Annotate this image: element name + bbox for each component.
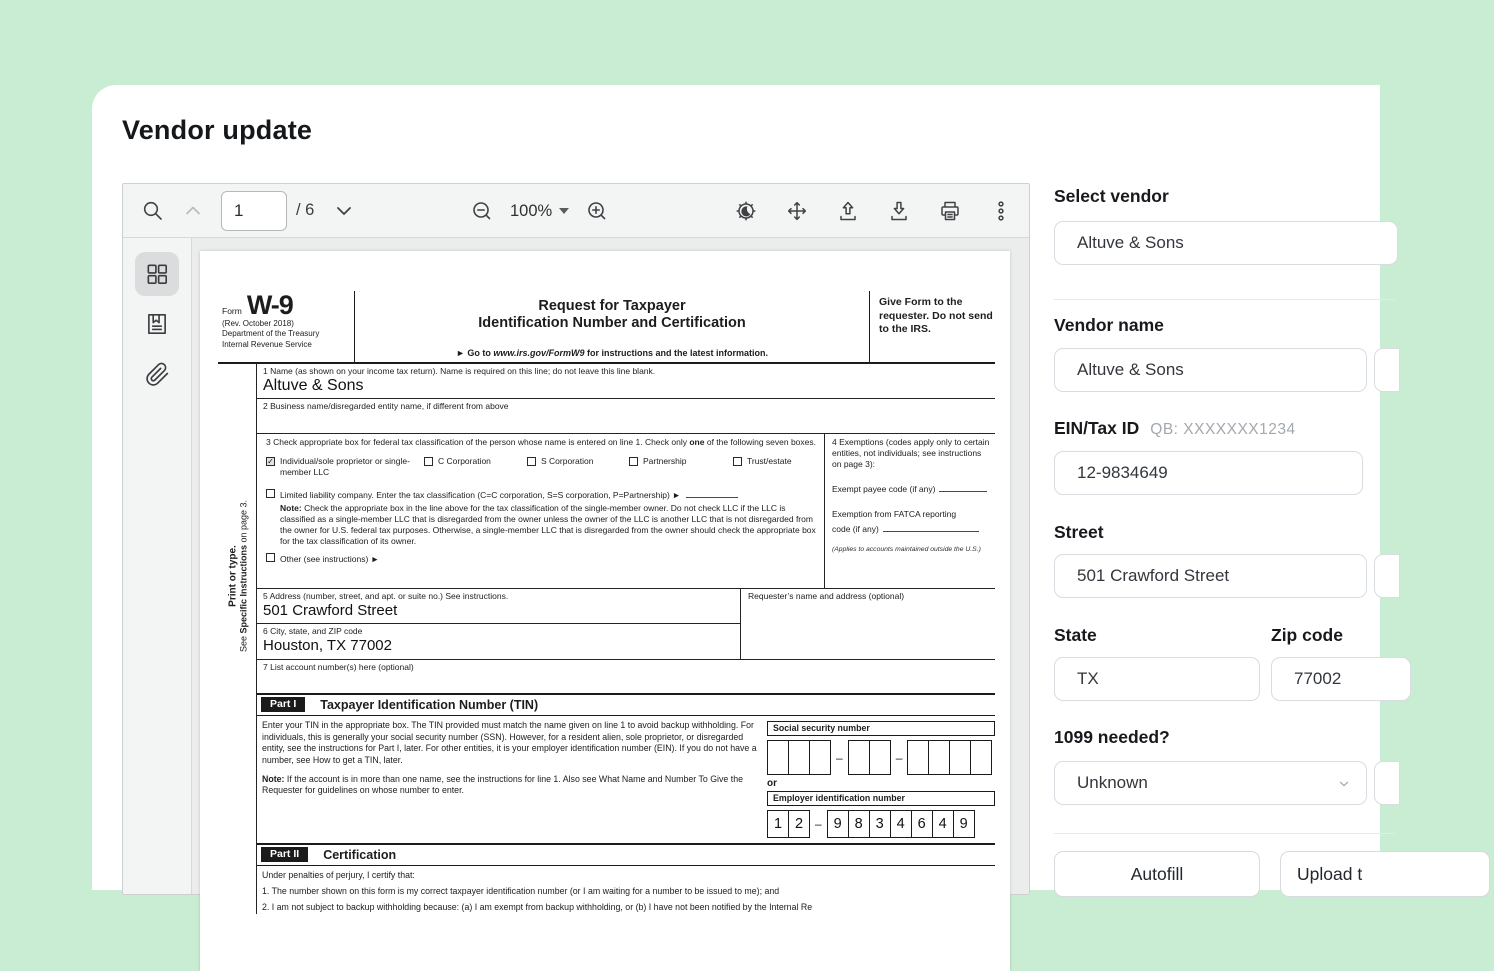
1099-needed-dropdown[interactable] <box>1054 761 1367 805</box>
w9-line3-label: 3 Check appropriate box for federal tax classification of the person whose name is entered on line 1. Check only one of the following seven boxes. <box>266 437 816 447</box>
pan-icon[interactable] <box>783 197 811 225</box>
w9-fatca-line1: Exemption from FATCA reporting <box>832 509 957 520</box>
street-clipped-button[interactable] <box>1374 554 1400 598</box>
select-vendor-dropdown[interactable] <box>1054 221 1398 265</box>
w9-exempt-payee: Exempt payee code (if any) <box>832 483 993 495</box>
w9-line3-4 <box>257 434 995 589</box>
pdf-viewer <box>122 183 1030 912</box>
w9-line5-value: 501 Crawford Street <box>263 602 398 619</box>
w9-line5-6 <box>257 589 995 660</box>
w9-line1 <box>257 364 995 399</box>
w9-checkbox-s-corp: S Corporation <box>527 456 629 477</box>
w9-ein-cells: 1 2 – 9 8 3 4 6 4 9 <box>767 810 995 838</box>
w9-part2-title: Certification <box>323 847 397 862</box>
w9-cert-intro: Under penalties of perjury, I certify that: <box>262 870 415 880</box>
checkbox-icon <box>266 553 275 562</box>
zoom-out-icon[interactable] <box>468 197 496 225</box>
w9-checkbox-trust: Trust/estate <box>733 456 792 477</box>
panel-divider <box>1054 299 1394 300</box>
page-number-input[interactable] <box>221 191 287 231</box>
page-total: / 6 <box>296 201 315 219</box>
w9-goto-line: ► Go to www.irs.gov/FormW9 for instructions and the latest information. <box>455 348 769 358</box>
checkbox-icon <box>629 457 638 466</box>
1099-clipped-button[interactable] <box>1374 761 1400 805</box>
zoom-level: 100% <box>510 201 553 220</box>
w9-vertical-instructions: Print or type. See Specific Instructions on page 3. <box>227 499 248 653</box>
select-vendor-label: Select vendor <box>1054 186 1169 206</box>
w9-requester-label: Requester’s name and address (optional) <box>748 591 905 601</box>
w9-dept: Department of the Treasury <box>222 329 320 339</box>
state-input[interactable] <box>1054 657 1260 701</box>
w9-ssn-label: Social security number <box>767 721 995 736</box>
street-label: Street <box>1054 522 1104 542</box>
upload-icon[interactable] <box>834 197 862 225</box>
w9-form-number: W-9 <box>246 290 293 320</box>
pdf-sidebar-rail <box>123 238 192 894</box>
w9-ein-label: Employer identification number <box>767 791 995 806</box>
w9-part1-tag: Part I <box>261 697 305 712</box>
w9-line5-label: 5 Address (number, street, and apt. or suite no.) See instructions. <box>263 591 509 601</box>
w9-line2 <box>257 399 995 434</box>
vendor-form-panel <box>1054 85 1494 890</box>
zoom-caret-icon <box>559 208 569 214</box>
zoom-level-dropdown[interactable] <box>510 202 569 221</box>
w9-checkbox-individual: ✓ Individual/sole proprietor or single-member LLC <box>267 456 410 477</box>
w9-line4-label: 4 Exemptions (codes apply only to certain entities, not individuals; see instructions on page 3): <box>832 437 990 470</box>
page-title: Vendor update <box>122 115 313 145</box>
w9-part1-title: Taxpayer Identification Number (TIN) <box>320 697 539 712</box>
w9-checkbox-llc: Limited liability company. Enter the tax classification (C=C corporation, S=S corporation, P=Partnership) ► <box>266 488 816 500</box>
w9-page <box>200 251 1010 971</box>
w9-title-line2: Identification Number and Certification <box>478 315 746 332</box>
upload-button[interactable]: Upload t <box>1280 851 1490 897</box>
w9-part1-note: Note: If the account is in more than one name, see the instructions for line 1. Also see What Name and Number To Give the Requester for guidelines on whose number to enter. <box>262 773 743 796</box>
w9-line1-label: 1 Name (as shown on your income tax return). Name is required on this line; do not leave this line blank. <box>263 366 656 376</box>
w9-applies-note: (Applies to accounts maintained outside the U.S.) <box>832 546 981 554</box>
w9-line1-value: Altuve & Sons <box>263 377 364 394</box>
outline-icon[interactable] <box>135 302 179 346</box>
w9-llc-note: Note: Check the appropriate box in the line above for the tax classification of the single-member owner. Do not check LLC if the LLC is classified as a single-member LLC that is disregarded from the owner unless the owner of the LLC is another LLC that is not disregarded from the owner for U.S. federal tax purposes. Otherwise, a single-member LLC that is disregarded from the owner should check the appropriate box for the tax classification of its owner. <box>280 503 816 547</box>
zip-input[interactable] <box>1271 657 1411 701</box>
print-icon[interactable] <box>936 197 964 225</box>
attachments-icon[interactable] <box>135 352 179 396</box>
w9-certification <box>257 870 995 914</box>
autofill-button[interactable]: Autofill <box>1054 851 1260 897</box>
state-label: State <box>1054 625 1097 645</box>
w9-fatca-line2: code (if any) <box>832 523 993 535</box>
vendor-update-card <box>92 85 1380 912</box>
ein-input[interactable] <box>1054 451 1363 495</box>
w9-service: Internal Revenue Service <box>222 340 312 350</box>
w9-line6-value: Houston, TX 77002 <box>263 637 392 654</box>
vendor-name-input[interactable] <box>1054 348 1367 392</box>
w9-cert-item2: 2. I am not subject to backup withholding because: (a) I am exempt from backup withholding, or (b) I have not been notified by the Internal Re <box>262 901 813 912</box>
zoom-in-icon[interactable] <box>583 197 611 225</box>
checkbox-icon <box>424 457 433 466</box>
w9-line7-label: 7 List account number(s) here (optional) <box>263 662 414 672</box>
w9-or-label: or <box>767 778 777 789</box>
w9-part1-paragraph: Enter your TIN in the appropriate box. The TIN provided must match the name given on line 1 to avoid backup withholding. For individuals, this is generally your social security number (SSN). However, for a resident alien, sole proprietor, or disregarded entity, see the instructions for Part I, later. For other entities, it is your employer identification number (EIN). If you do not have a number, see How to get a TIN, later. <box>262 720 757 766</box>
street-input[interactable] <box>1054 554 1367 598</box>
zip-label: Zip code <box>1271 625 1343 645</box>
checkbox-checked-icon: ✓ <box>267 457 274 466</box>
checkbox-icon <box>733 457 742 466</box>
dark-mode-icon[interactable] <box>732 197 760 225</box>
w9-part1-bar <box>257 693 995 716</box>
vendor-name-clipped-button[interactable] <box>1374 348 1400 392</box>
w9-checkbox-other: Other (see instructions) ► <box>266 552 816 564</box>
panel-divider-bottom <box>1054 833 1394 834</box>
w9-ssn-cells: – – <box>767 740 995 775</box>
1099-needed-label: 1099 needed? <box>1054 727 1170 747</box>
pdf-document-area <box>192 238 1029 912</box>
select-vendor-value: Altuve & Sons <box>1077 233 1184 252</box>
w9-header <box>218 291 995 364</box>
w9-rev: (Rev. October 2018) <box>222 318 294 328</box>
checkbox-icon <box>266 489 275 498</box>
w9-line2-label: 2 Business name/disregarded entity name, if different from above <box>263 401 509 411</box>
w9-checkbox-c-corp: C Corporation <box>424 456 527 477</box>
pdf-toolbar <box>123 184 1029 238</box>
w9-checkbox-partnership: Partnership <box>629 456 733 477</box>
ein-label: EIN/Tax ID QB: XXXXXXX1234 <box>1054 418 1296 438</box>
w9-cert-item1: 1. The number shown on this form is my correct taxpayer identification number (or I am waiting for a number to be issued to me); and <box>262 885 780 896</box>
vendor-name-label: Vendor name <box>1054 315 1164 335</box>
chevron-down-icon <box>1337 777 1351 791</box>
w9-part1-content <box>257 716 995 843</box>
search-icon[interactable] <box>139 197 167 225</box>
w9-give-form: Give Form to the requester. Do not send to the IRS. <box>879 296 993 336</box>
w9-part2-bar <box>257 843 995 866</box>
w9-form-word: Form <box>222 306 242 316</box>
w9-line6-label: 6 City, state, and ZIP code <box>263 626 363 636</box>
download-icon[interactable] <box>885 197 913 225</box>
1099-needed-value: Unknown <box>1077 773 1148 792</box>
ein-qb-hint: QB: XXXXXXX1234 <box>1150 421 1296 438</box>
w9-line7 <box>257 660 995 693</box>
thumbnails-icon[interactable] <box>135 252 179 296</box>
w9-part2-tag: Part II <box>261 847 308 862</box>
checkbox-icon <box>527 457 536 466</box>
w9-title-line1: Request for Taxpayer <box>538 298 686 314</box>
page-up-icon[interactable] <box>179 197 207 225</box>
page-down-icon[interactable] <box>330 197 358 225</box>
more-options-icon[interactable] <box>987 197 1015 225</box>
